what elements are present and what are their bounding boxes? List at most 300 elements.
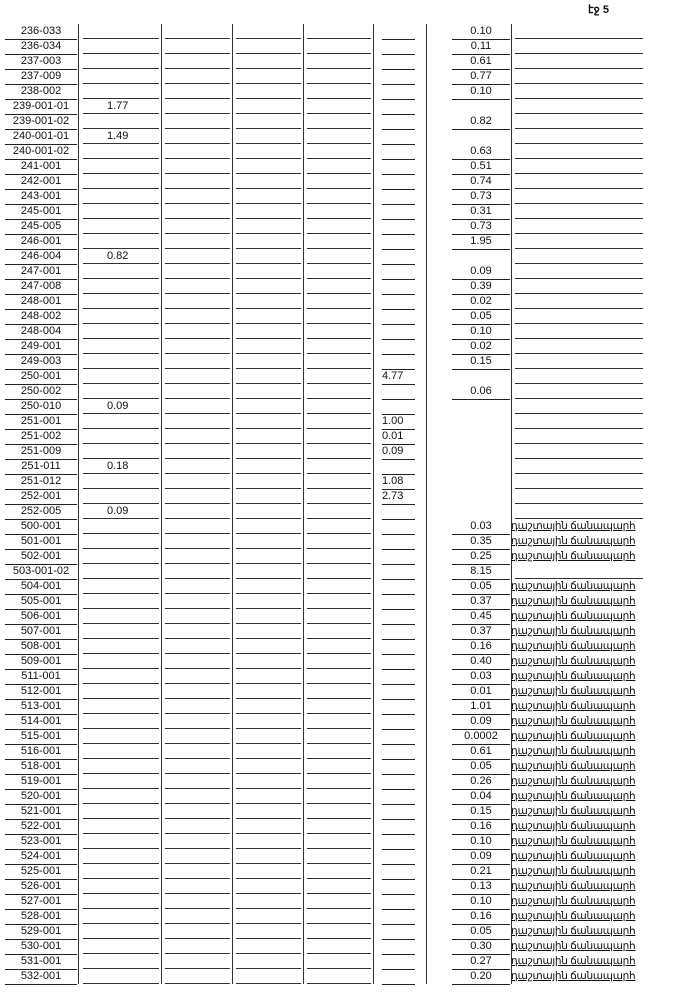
area-value-c: 0.27 [452, 954, 510, 970]
plot-code: 243-001 [5, 189, 77, 205]
area-value-b [382, 339, 415, 355]
plot-code: 251-001 [5, 414, 77, 430]
area-value-c: 0.37 [452, 594, 510, 610]
table-row [5, 384, 650, 399]
area-value-a [107, 549, 147, 564]
land-use-note: դաշտային ճանապարհ [511, 715, 636, 727]
table-row [5, 489, 650, 504]
land-use-note [511, 354, 643, 369]
area-value-c [452, 444, 510, 459]
land-use-note: դաշտային ճանապարհ [511, 640, 636, 652]
area-value-b [382, 54, 415, 70]
land-use-note: դաշտային ճանապարհ [511, 835, 636, 847]
table-row [5, 879, 650, 894]
plot-code: 237-009 [5, 69, 77, 85]
area-value-c: 0.10 [452, 24, 510, 40]
area-value-c: 0.21 [452, 864, 510, 880]
plot-code: 532-001 [5, 969, 77, 985]
land-use-note [511, 219, 643, 234]
land-use-note [511, 174, 643, 189]
land-use-note [511, 309, 643, 324]
area-value-c: 0.77 [452, 69, 510, 85]
area-value-a [107, 894, 147, 909]
area-value-a [107, 219, 147, 234]
land-use-note: դաշտային ճանապարհ [511, 700, 636, 712]
page-number: էջ 5 [588, 4, 609, 16]
table-row [5, 939, 650, 954]
area-value-a [107, 804, 147, 819]
area-value-c [452, 474, 510, 489]
plot-code: 518-001 [5, 759, 77, 775]
land-use-note: դաշտային ճանապարհ [511, 745, 636, 757]
table-row [5, 54, 650, 69]
area-value-c [452, 429, 510, 444]
land-use-note: դաշտային ճանապարհ [511, 670, 636, 682]
table-row [5, 864, 650, 879]
plot-code: 504-001 [5, 579, 77, 595]
area-value-b: 0.01 [382, 429, 415, 445]
land-use-note [511, 339, 643, 354]
area-value-b [382, 954, 415, 970]
land-use-note: դաշտային ճանապարհ [511, 580, 636, 592]
plot-code: 519-001 [5, 774, 77, 790]
area-value-b [382, 99, 415, 115]
area-value-c: 0.40 [452, 654, 510, 670]
land-use-note [511, 444, 643, 459]
area-value-a [107, 69, 147, 84]
land-use-note [511, 279, 643, 294]
land-plot-table [5, 24, 650, 990]
table-row [5, 759, 650, 774]
area-value-a [107, 114, 147, 129]
area-value-b [382, 549, 415, 565]
area-value-a [107, 264, 147, 279]
table-row [5, 714, 650, 729]
area-value-b [382, 669, 415, 685]
area-value-a [107, 534, 147, 549]
table-row [5, 324, 650, 339]
table-row [5, 894, 650, 909]
plot-code: 511-001 [5, 669, 77, 685]
table-row [5, 459, 650, 474]
area-value-b [382, 129, 415, 145]
table-row [5, 609, 650, 624]
area-value-c: 0.09 [452, 849, 510, 865]
area-value-c: 0.37 [452, 624, 510, 640]
area-value-a [107, 774, 147, 789]
area-value-a [107, 789, 147, 804]
table-row [5, 639, 650, 654]
area-value-a [107, 369, 147, 384]
area-value-c: 0.11 [452, 39, 510, 55]
area-value-b [382, 639, 415, 655]
area-value-b [382, 534, 415, 550]
table-row [5, 294, 650, 309]
area-value-b [382, 564, 415, 580]
area-value-a [107, 309, 147, 324]
area-value-c: 0.05 [452, 924, 510, 940]
area-value-b [382, 114, 415, 130]
area-value-c: 0.09 [452, 264, 510, 280]
table-row [5, 924, 650, 939]
plot-code: 503-001-02 [5, 564, 77, 580]
area-value-a [107, 714, 147, 729]
land-use-note [511, 99, 643, 114]
area-value-c [452, 129, 510, 144]
table-row [5, 909, 650, 924]
area-value-a [107, 414, 147, 429]
land-use-note: դաշտային ճանապարհ [511, 970, 636, 982]
plot-code: 527-001 [5, 894, 77, 910]
area-value-b [382, 789, 415, 805]
area-value-a: 0.82 [107, 250, 129, 262]
table-row [5, 789, 650, 804]
plot-code: 236-034 [5, 39, 77, 55]
plot-code: 524-001 [5, 849, 77, 865]
area-value-b [382, 39, 415, 55]
plot-code: 500-001 [5, 519, 77, 535]
plot-code: 530-001 [5, 939, 77, 955]
plot-code: 523-001 [5, 834, 77, 850]
area-value-a [107, 429, 147, 444]
area-value-c: 0.30 [452, 939, 510, 955]
land-use-note [511, 189, 643, 204]
area-value-b [382, 219, 415, 235]
area-value-c: 0.73 [452, 219, 510, 235]
area-value-c: 0.16 [452, 909, 510, 925]
area-value-b [382, 24, 415, 40]
area-value-a [107, 324, 147, 339]
area-value-a [107, 939, 147, 954]
area-value-c: 0.82 [452, 114, 510, 130]
land-use-note: դաշտային ճանապարհ [511, 760, 636, 772]
area-value-b [382, 144, 415, 160]
area-value-c: 0.09 [452, 714, 510, 730]
area-value-a [107, 909, 147, 924]
table-row [5, 39, 650, 54]
area-value-b [382, 864, 415, 880]
area-value-c [452, 399, 510, 414]
area-value-b [382, 189, 415, 205]
area-value-c: 0.03 [452, 669, 510, 685]
plot-code: 531-001 [5, 954, 77, 970]
land-use-note [511, 474, 643, 489]
area-value-b [382, 264, 415, 280]
plot-code: 251-011 [5, 459, 77, 475]
plot-code: 516-001 [5, 744, 77, 760]
area-value-a [107, 564, 147, 579]
land-use-note [511, 114, 643, 129]
area-value-b [382, 654, 415, 670]
area-value-a [107, 144, 147, 159]
row-rule [307, 983, 371, 984]
area-value-b [382, 504, 415, 520]
area-value-a [107, 624, 147, 639]
area-value-a [107, 54, 147, 69]
area-value-c: 0.63 [452, 144, 510, 160]
area-value-a: 0.09 [107, 505, 129, 517]
area-value-a [107, 924, 147, 939]
land-use-note [511, 459, 643, 474]
table-row [5, 579, 650, 594]
land-use-note [511, 564, 643, 579]
table-row [5, 444, 650, 459]
plot-code: 251-009 [5, 444, 77, 460]
area-value-c: 0.0002 [452, 729, 510, 745]
table-row [5, 729, 650, 744]
area-value-b [382, 294, 415, 310]
table-row [5, 504, 650, 519]
plot-code: 512-001 [5, 684, 77, 700]
plot-code: 245-001 [5, 204, 77, 220]
area-value-a [107, 354, 147, 369]
area-value-b [382, 84, 415, 100]
area-value-a [107, 594, 147, 609]
area-value-c: 0.04 [452, 789, 510, 805]
plot-code: 242-001 [5, 174, 77, 190]
area-value-c: 1.95 [452, 234, 510, 250]
table-row [5, 309, 650, 324]
area-value-a [107, 189, 147, 204]
area-value-c: 0.10 [452, 834, 510, 850]
area-value-b [382, 279, 415, 295]
table-row [5, 279, 650, 294]
area-value-a [107, 969, 147, 984]
table-row [5, 969, 650, 984]
plot-code: 525-001 [5, 864, 77, 880]
land-use-note: դաշտային ճանապարհ [511, 805, 636, 817]
area-value-c: 0.02 [452, 294, 510, 310]
table-row [5, 69, 650, 84]
plot-code: 521-001 [5, 804, 77, 820]
area-value-c: 0.51 [452, 159, 510, 175]
area-value-b [382, 939, 415, 955]
land-use-note: դաշտային ճանապարհ [511, 910, 636, 922]
area-value-a [107, 39, 147, 54]
area-value-a: 1.49 [107, 130, 129, 142]
row-rule [236, 983, 301, 984]
table-row [5, 429, 650, 444]
area-value-a [107, 609, 147, 624]
area-value-b [382, 714, 415, 730]
land-use-note [511, 39, 643, 54]
area-value-c: 0.03 [452, 519, 510, 535]
area-value-c: 0.74 [452, 174, 510, 190]
table-row [5, 174, 650, 189]
plot-code: 506-001 [5, 609, 77, 625]
table-row [5, 219, 650, 234]
area-value-a [107, 699, 147, 714]
land-use-note [511, 504, 643, 519]
area-value-c: 0.25 [452, 549, 510, 565]
table-row [5, 819, 650, 834]
land-use-note: դաշտային ճանապարհ [511, 895, 636, 907]
table-row [5, 114, 650, 129]
area-value-c: 0.61 [452, 54, 510, 70]
plot-code: 501-001 [5, 534, 77, 550]
area-value-c [452, 369, 510, 384]
row-rule [165, 983, 230, 984]
table-row [5, 654, 650, 669]
table-row [5, 549, 650, 564]
area-value-c: 0.31 [452, 204, 510, 220]
land-use-note [511, 264, 643, 279]
area-value-a [107, 159, 147, 174]
area-value-a [107, 849, 147, 864]
table-row [5, 804, 650, 819]
area-value-b: 1.00 [382, 414, 415, 430]
table-row [5, 414, 650, 429]
area-value-b [382, 819, 415, 835]
area-value-c: 0.13 [452, 879, 510, 895]
area-value-c [452, 249, 510, 264]
area-value-c: 1.01 [452, 699, 510, 715]
plot-code: 249-001 [5, 339, 77, 355]
plot-code: 252-001 [5, 489, 77, 505]
area-value-c: 0.01 [452, 684, 510, 700]
plot-code: 251-012 [5, 474, 77, 490]
area-value-a [107, 474, 147, 489]
table-row [5, 684, 650, 699]
table-row [5, 189, 650, 204]
land-use-note: դաշտային ճանապարհ [511, 850, 636, 862]
table-row [5, 129, 650, 144]
land-use-note [511, 489, 643, 504]
plot-code: 528-001 [5, 909, 77, 925]
area-value-c: 0.10 [452, 84, 510, 100]
area-value-a [107, 759, 147, 774]
plot-code: 250-010 [5, 399, 77, 415]
area-value-b [382, 204, 415, 220]
area-value-a [107, 519, 147, 534]
plot-code: 529-001 [5, 924, 77, 940]
plot-code: 246-004 [5, 249, 77, 265]
area-value-c: 0.05 [452, 759, 510, 775]
table-row [5, 159, 650, 174]
table-row [5, 339, 650, 354]
table-row [5, 354, 650, 369]
land-use-note [511, 294, 643, 309]
area-value-a [107, 234, 147, 249]
area-value-b [382, 969, 415, 985]
land-use-note [511, 234, 643, 249]
table-row [5, 699, 650, 714]
area-value-a [107, 279, 147, 294]
area-value-b [382, 354, 415, 370]
land-use-note [511, 129, 643, 144]
area-value-c: 0.61 [452, 744, 510, 760]
land-use-note [511, 429, 643, 444]
area-value-b [382, 879, 415, 895]
area-value-a [107, 204, 147, 219]
land-use-note: դաշտային ճանապարհ [511, 685, 636, 697]
plot-code: 507-001 [5, 624, 77, 640]
table-row [5, 369, 650, 384]
land-use-note [511, 204, 643, 219]
area-value-c [452, 489, 510, 504]
area-value-a [107, 819, 147, 834]
plot-code: 250-002 [5, 384, 77, 400]
area-value-a [107, 489, 147, 504]
table-row [5, 84, 650, 99]
land-use-note [511, 399, 643, 414]
table-row [5, 234, 650, 249]
area-value-c [452, 504, 510, 519]
area-value-b: 4.77 [382, 369, 415, 385]
area-value-b [382, 579, 415, 595]
area-value-b [382, 174, 415, 190]
area-value-c: 0.10 [452, 324, 510, 340]
area-value-c: 0.02 [452, 339, 510, 355]
area-value-c: 0.26 [452, 774, 510, 790]
plot-code: 240-001-01 [5, 129, 77, 145]
plot-code: 252-005 [5, 504, 77, 520]
area-value-b [382, 909, 415, 925]
area-value-c: 0.16 [452, 639, 510, 655]
area-value-a: 1.77 [107, 100, 129, 112]
table-row [5, 249, 650, 264]
table-row [5, 534, 650, 549]
row-rule [83, 983, 159, 984]
area-value-b [382, 384, 415, 400]
area-value-c: 0.16 [452, 819, 510, 835]
area-value-a [107, 339, 147, 354]
area-value-a [107, 579, 147, 594]
area-value-b [382, 69, 415, 85]
area-value-b [382, 249, 415, 265]
plot-code: 245-005 [5, 219, 77, 235]
table-row [5, 564, 650, 579]
land-use-note: դաշտային ճանապարհ [511, 820, 636, 832]
land-use-note [511, 84, 643, 99]
table-row [5, 474, 650, 489]
land-use-note [511, 384, 643, 399]
area-value-c [452, 459, 510, 474]
area-value-b [382, 804, 415, 820]
plot-code: 502-001 [5, 549, 77, 565]
area-value-c: 0.45 [452, 609, 510, 625]
land-use-note: դաշտային ճանապարհ [511, 955, 636, 967]
plot-code: 514-001 [5, 714, 77, 730]
area-value-b [382, 834, 415, 850]
area-value-a [107, 864, 147, 879]
area-value-c [452, 414, 510, 429]
area-value-c: 0.05 [452, 309, 510, 325]
land-use-note: դաշտային ճանապարհ [511, 535, 636, 547]
table-row [5, 744, 650, 759]
plot-code: 246-001 [5, 234, 77, 250]
table-row [5, 849, 650, 864]
table-row [5, 594, 650, 609]
plot-code: 239-001-02 [5, 114, 77, 130]
area-value-c: 0.15 [452, 354, 510, 370]
area-value-a [107, 834, 147, 849]
area-value-a [107, 639, 147, 654]
table-row [5, 624, 650, 639]
area-value-c [452, 99, 510, 114]
table-row [5, 834, 650, 849]
area-value-a [107, 684, 147, 699]
land-use-note: դաշտային ճանապարհ [511, 775, 636, 787]
area-value-b: 0.09 [382, 444, 415, 460]
table-row [5, 519, 650, 534]
area-value-a: 0.18 [107, 460, 129, 472]
land-use-note: դաշտային ճանապարհ [511, 925, 636, 937]
area-value-b [382, 759, 415, 775]
area-value-a [107, 954, 147, 969]
land-use-note: դաշտային ճանապարհ [511, 880, 636, 892]
plot-code: 505-001 [5, 594, 77, 610]
